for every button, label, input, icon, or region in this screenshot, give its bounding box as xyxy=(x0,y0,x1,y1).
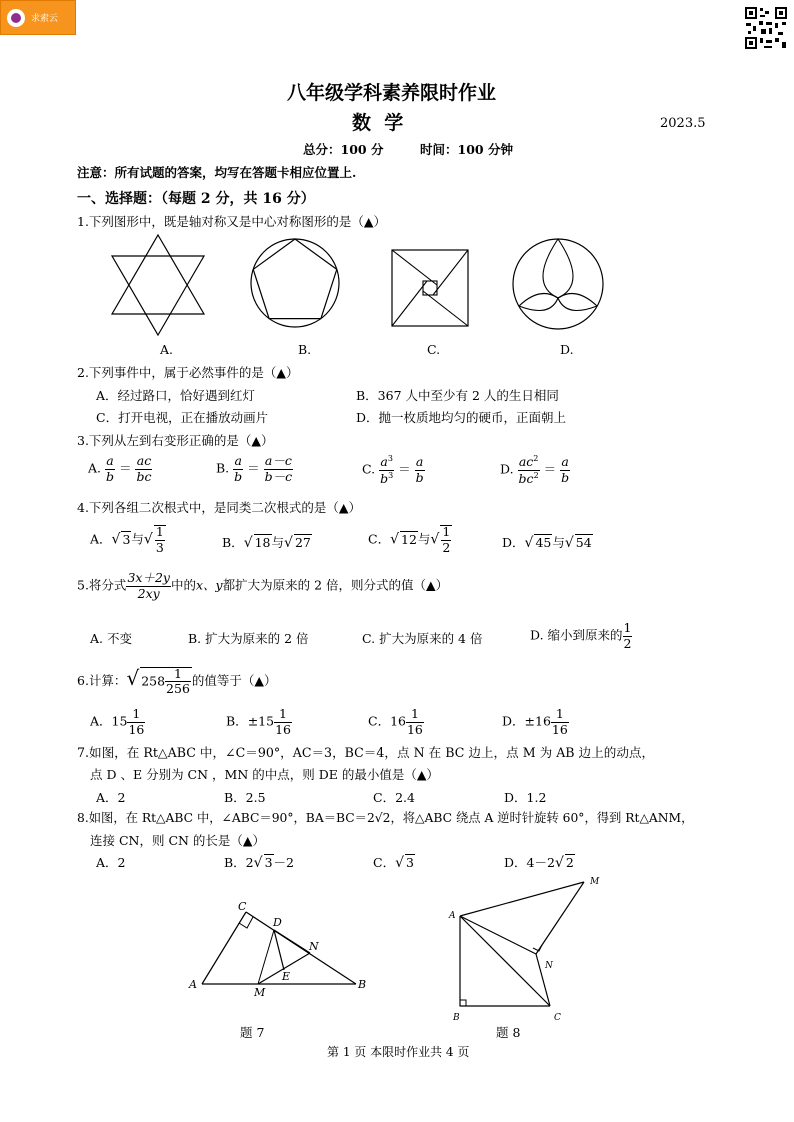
q5-option-c: C. 扩大为原来的 4 倍 xyxy=(362,631,483,646)
q3-option-b: B. $\frac{a}{b}$ ＝ $\frac{a-c}{b-c}$ xyxy=(216,453,293,484)
exam-date: 2023.5 xyxy=(660,116,706,131)
fig7-label-a: A xyxy=(189,978,197,991)
q2-option-c: C．打开电视，正在播放动画片 xyxy=(96,410,269,425)
question-7-line-1: 7.如图，在 Rt△ABC 中，∠C＝90°，AC＝3，BC＝4，点 N 在 BC 边上，点 M 为 AB 边上的动点， xyxy=(77,745,655,760)
q7-option-b: B．2.5 xyxy=(224,790,266,805)
q8-option-c: C．√ 3 xyxy=(373,855,414,871)
question-4-stem: 4.下列各组二次根式中，是同类二次根式的是（▲） xyxy=(77,500,362,515)
q2-option-a: A．经过路口，恰好遇到红灯 xyxy=(96,388,256,403)
logo-icon xyxy=(7,9,25,27)
q6-option-c: C．16 $\frac{1}{16}$ xyxy=(368,706,423,737)
fig7-label-e: E xyxy=(282,970,291,983)
q2-option-d: D．抛一枚质地均匀的硬币，正面朝上 xyxy=(356,410,567,425)
question-2-stem: 2.下列事件中，属于必然事件的是（▲） xyxy=(77,365,299,380)
q6-option-d: D．±16 $\frac{1}{16}$ xyxy=(502,706,568,737)
figure-8-caption: 题 8 xyxy=(496,1025,521,1040)
notice: 注意：所有试题的答案，均写在答题卡相应位置上. xyxy=(77,165,357,180)
fig8-label-b: B xyxy=(453,1013,460,1023)
q1-label-b: B. xyxy=(298,342,312,357)
fig8-label-c: C xyxy=(554,1013,561,1023)
q1-label-c: C. xyxy=(427,342,441,357)
q1-label-a: A. xyxy=(160,342,174,357)
q8-option-b: B．2√ 3－2 xyxy=(224,855,294,871)
q7-option-d: D．1.2 xyxy=(504,790,547,805)
time-limit: 时间：100 分钟 xyxy=(420,142,513,157)
figure-hexagram xyxy=(108,232,208,338)
figure-7 xyxy=(186,896,376,1000)
fig8-label-n: N xyxy=(545,961,553,971)
q7-option-c: C．2.4 xyxy=(373,790,415,805)
q6-option-a: A．15 $\frac{1}{16}$ xyxy=(90,706,145,737)
q5-option-d: D. 缩小到原来的 $\frac{1}{2}$ xyxy=(530,620,632,651)
section-heading: 一、选择题：（每题 2 分，共 16 分） xyxy=(77,191,315,207)
fig7-label-n: N xyxy=(309,940,319,953)
question-6-stem: 6.计算：√ 258 $\frac{1}{256}$ 的值等于（▲） xyxy=(77,665,277,696)
q4-option-c: C．√ 12与√ $\frac{1}{2}$ xyxy=(368,524,451,555)
logo-text: 求索云 xyxy=(31,14,59,24)
subject-title: 数 学 xyxy=(352,112,404,134)
q3-option-d: D. $\frac{ac^2}{bc^2}$ ＝ $\frac{a}{b}$ xyxy=(500,454,570,486)
fig8-label-m: M xyxy=(590,877,600,887)
q8-option-a: A．2 xyxy=(96,855,126,870)
fig7-label-c: C xyxy=(238,900,247,913)
qr-code xyxy=(744,6,788,50)
q4-option-d: D．√ 45与√ 54 xyxy=(502,535,592,551)
fig8-label-a: A xyxy=(449,911,456,921)
q4-option-b: B．√ 18与√ 27 xyxy=(222,535,311,551)
page-title: 八年级学科素养限时作业 xyxy=(287,82,497,104)
q7-option-a: A．2 xyxy=(96,790,126,805)
brand-logo xyxy=(0,0,76,35)
q6-option-b: B．±15 $\frac{1}{16}$ xyxy=(226,706,291,737)
question-5-stem: 5.将分式 $\frac{3x+2y}{2xy}$ 中的x、y都扩大为原来的 2 倍，则分式的值（▲） xyxy=(77,570,449,601)
question-1-stem: 1.下列图形中，既是轴对称又是中心对称图形的是（▲） xyxy=(77,214,387,229)
fig7-label-d: D xyxy=(273,916,282,929)
q3-option-a: A. $\frac{a}{b}$ ＝ $\frac{ac}{bc}$ xyxy=(88,453,152,484)
page-footer: 第 1 页 本限时作业共 4 页 xyxy=(327,1045,470,1059)
question-7-line-2: 点 D 、E 分别为 CN ，MN 的中点，则 DE 的最小值是（▲） xyxy=(90,767,439,782)
figure-square-pinwheel xyxy=(390,248,470,328)
fig7-label-b: B xyxy=(358,978,367,991)
fig7-label-m: M xyxy=(254,986,266,999)
question-3-stem: 3.下列从左到右变形正确的是（▲） xyxy=(77,433,274,448)
q5-option-a: A. 不变 xyxy=(90,631,132,646)
figure-circle-arcs xyxy=(510,236,606,332)
q4-option-a: A．√ 3与√ $\frac{1}{3}$ xyxy=(90,524,164,555)
figure-7-caption: 题 7 xyxy=(240,1025,265,1040)
q8-option-d: D．4－2√ 2 xyxy=(504,855,574,871)
total-score: 总分：100 分 xyxy=(303,142,384,157)
q3-option-c: C. $\frac{a^3}{b^3}$ ＝ $\frac{a}{b}$ xyxy=(362,454,424,486)
question-8-line-1: 8.如图，在 Rt△ABC 中，∠ABC＝90°，BA＝BC＝2√2，将△ABC 绕点 A 逆时针旋转 60°，得到 Rt△ANM， xyxy=(77,811,694,825)
question-8-line-2: 连接 CN，则 CN 的长是（▲） xyxy=(90,833,266,848)
q1-label-d: D. xyxy=(560,342,574,357)
figure-8 xyxy=(444,870,606,1028)
q2-option-b: B．367 人中至少有 2 人的生日相同 xyxy=(356,388,559,403)
q5-option-b: B. 扩大为原来的 2 倍 xyxy=(188,631,309,646)
figure-circle-pentagon xyxy=(248,236,342,330)
